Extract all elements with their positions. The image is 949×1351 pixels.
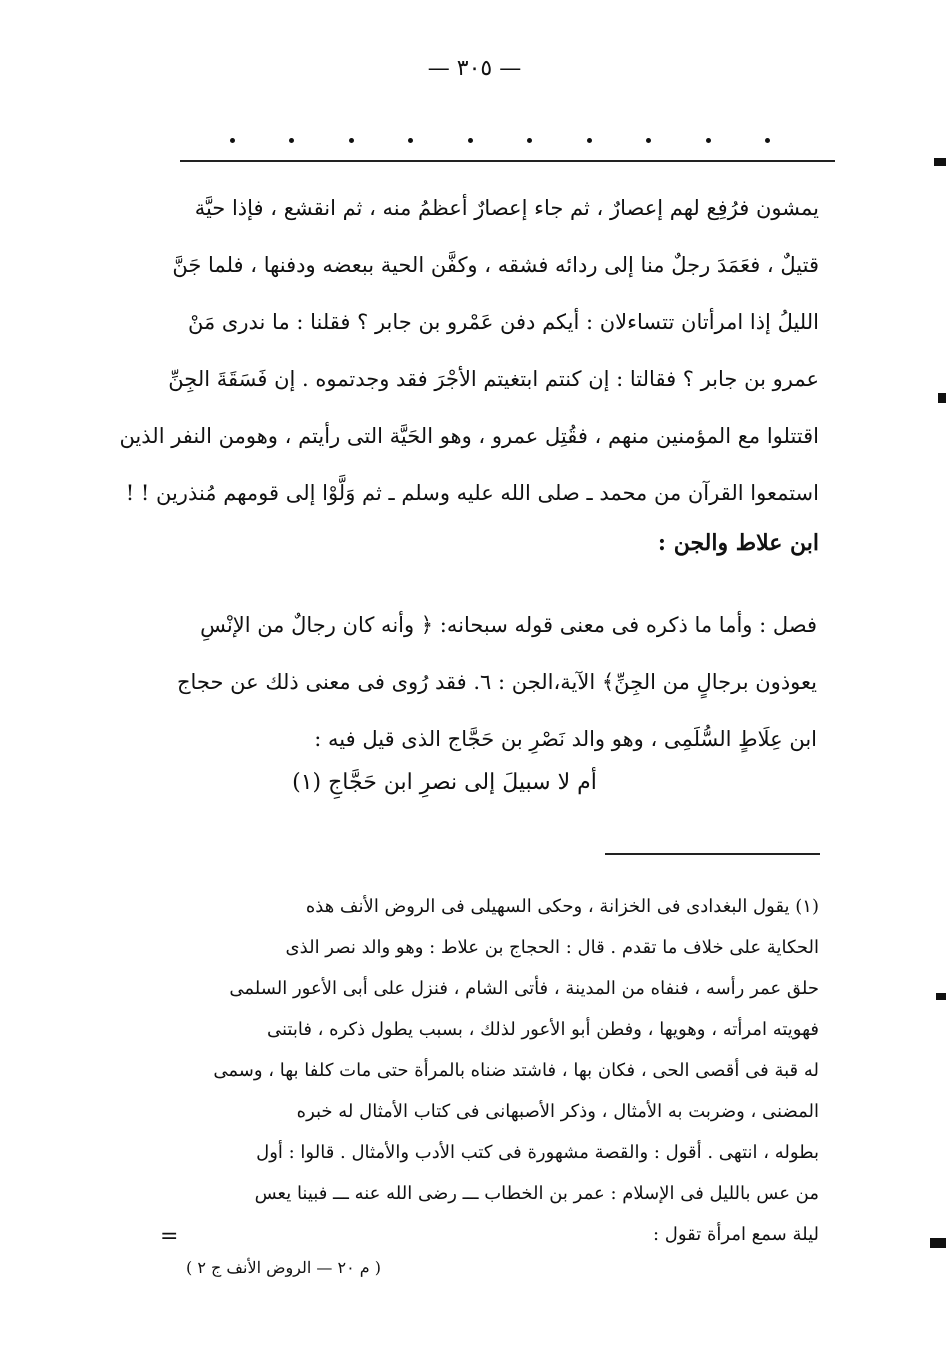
continuation-mark: =: [160, 1224, 179, 1249]
signature-line: ( م ٢٠ — الروض الأنف ج ٢ ): [186, 1258, 381, 1277]
header-rule: [180, 160, 835, 162]
poetry-verse: أم لا سبيلَ إلى نصرِ ابن حَجَّاجِ (١): [292, 770, 597, 795]
edge-mark: [930, 1238, 946, 1248]
text-line: استمعوا القرآن من محمد ـ صلى الله عليه وسلم ـ ثم وَلَّوْا إلى قومهم مُنذرين ! !: [125, 481, 819, 505]
footnote-line: من عس بالليل فى الإسلام : عمر بن الخطاب ـــ رضى الله عنه ـــ فبينا يعس: [254, 1183, 819, 1204]
ornament-dot: [706, 138, 711, 143]
footnote-line: فهويته امرأته ، وهويها ، وفطن أبو الأعور لذلك ، بسبب يطول ذكره ، فابتنى: [266, 1019, 819, 1040]
text-line: عمرو بن جابر ؟ فقالتا : إن كنتم ابتغيتم الأجْرَ فقد وجدتموه . إن فَسَقَةَ الجِنِّ: [168, 367, 819, 391]
ornament-dot: [408, 138, 413, 143]
text-line: يعوذون برجالٍ من الجِنِّ﴾ الآية،الجن : ٦. فقد رُوى فى معنى ذلك عن حجاج: [176, 670, 817, 694]
footnote-line: له قبة فى أقصى الحى ، فكان بها ، فاشتد ضناه بالمرأة حتى مات كلفا بها ، وسمى: [213, 1060, 819, 1081]
footnote-line: ليلة سمع امرأة تقول :: [652, 1224, 819, 1245]
footnote-line: (١) يقول البغدادى فى الخزانة ، وحكى السهيلى فى الروض الأنف هذه: [305, 896, 819, 917]
ornament-dot: [765, 138, 770, 143]
text-line: الليلُ إذا امرأتان تتساءلان : أيكم دفن عَمْرو بن جابر ؟ فقلنا : ما ندرى مَنْ: [188, 310, 819, 334]
text-line: قتيلٌ ، فعَمَدَ رجلٌ منا إلى ردائه فشقه ، وكفَّن الحية ببعضه ودفنها ، فلما جَنَّ: [172, 253, 819, 277]
footnote-rule: [605, 853, 820, 855]
paragraph-1: [119, 180, 819, 522]
text-line: يمشون فرُفِع لهم إعصارٌ ، ثم جاء إعصارٌ أعظمُ منه ، ثم انقشع ، فإذا حيَّة: [194, 196, 819, 220]
edge-mark: [934, 158, 946, 166]
footnote-line: الحكاية على خلاف ما تقدم . قال : الحجاج بن علاط : وهو والد نصر الذى: [285, 937, 819, 958]
ornamental-dots: [230, 138, 770, 143]
ornament-dot: [468, 138, 473, 143]
text-line: اقتتلوا مع المؤمنين منهم ، فقُتِل عمرو ، وهو الحَيَّة التى رأيتم ، وهومن النفر الذين: [119, 424, 819, 448]
ornament-dot: [230, 138, 235, 143]
ornament-dot: [349, 138, 354, 143]
page-number: — ٣٠٥ —: [427, 56, 522, 81]
text-line: فصل : وأما ما ذكره فى معنى قوله سبحانه: ﴿ وأنه كان رجالٌ من الإنْسِ: [200, 613, 817, 637]
footnote: [149, 886, 819, 1255]
footnote-line: حلق عمر رأسه ، فنفاه من المدينة ، فأتى الشام ، فنزل على أبى الأعور السلمى: [229, 978, 819, 999]
ornament-dot: [527, 138, 532, 143]
ornament-dot: [646, 138, 651, 143]
text-line: ابن عِلَاطٍ السُّلَمِى ، وهو والد نَصْرِ بن حَجَّاج الذى قيل فيه :: [314, 727, 817, 751]
section-heading: ابن علاط والجن :: [657, 530, 819, 556]
edge-mark: [938, 393, 946, 403]
ornament-dot: [587, 138, 592, 143]
ornament-dot: [289, 138, 294, 143]
paragraph-2: [147, 597, 817, 768]
footnote-line: بطوله ، انتهى . أقول : والقصة مشهورة فى كتب الأدب والأمثال . قالوا : أول: [256, 1142, 819, 1163]
footnote-line: المضنى ، وضربت به الأمثال ، وذكر الأصبهانى فى كتاب الأمثال له خبره: [296, 1101, 819, 1122]
edge-mark: [936, 993, 946, 1000]
